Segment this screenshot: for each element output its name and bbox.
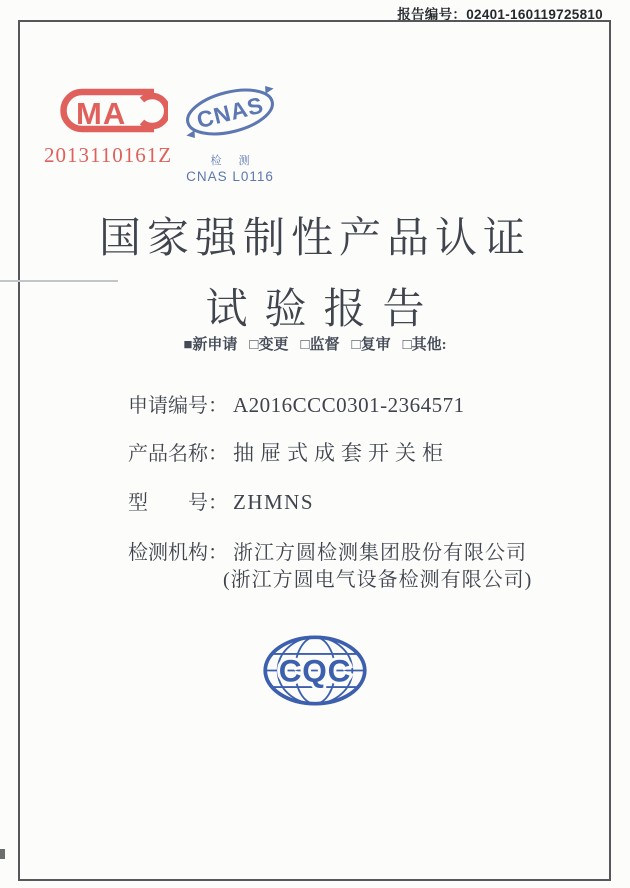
apply-type-option: □复审 (351, 337, 391, 353)
apply-type-option: □其他: (402, 337, 447, 353)
cma-logo-block (44, 84, 172, 168)
cnas-logo-block (178, 80, 282, 184)
apply-type-option: ■新申请 (183, 337, 238, 353)
field-test-organization-line2 (223, 563, 532, 592)
cqc-letters: CQC (278, 652, 352, 689)
report-number-label: 报告编号： (397, 7, 467, 22)
cnas-accreditation-code: CNAS L0116 (186, 169, 274, 184)
document-title-line2: 试验报告 (205, 287, 442, 333)
field-label: 申请编号： (128, 395, 228, 417)
apply-type-option: □变更 (249, 337, 289, 353)
field-model (128, 486, 314, 515)
cnas-caption-cn: 检 测 (210, 155, 257, 167)
field-label: 产品名称： (128, 443, 228, 465)
field-value: 抽屉式成套开关柜 (233, 441, 449, 465)
field-label: 检测机构： (128, 542, 228, 564)
field-product-name (128, 437, 449, 467)
apply-type-row (0, 333, 630, 354)
cnas-logo-icon (180, 80, 280, 144)
scan-artifact-mark (0, 849, 5, 859)
field-value: A2016CCC0301-2364571 (233, 393, 465, 417)
document-title-line1: 国家强制性产品认证 (98, 216, 531, 262)
field-application-number (128, 389, 465, 418)
field-value-secondary: (浙江方圆电气设备检测有限公司) (223, 569, 533, 591)
cma-logo-icon (48, 84, 168, 137)
field-test-organization (128, 536, 527, 565)
cma-cert-number: 2013110161Z (44, 143, 173, 167)
cnas-letters: CNAS (194, 91, 267, 134)
cma-letters-ma: MA (76, 96, 127, 131)
cqc-logo-icon (261, 634, 369, 707)
cqc-logo-block (261, 634, 369, 712)
field-label: 型 号： (128, 492, 228, 514)
field-value: ZHMNS (233, 490, 315, 514)
apply-type-option: □监督 (300, 337, 340, 353)
field-value: 浙江方圆检测集团股份有限公司 (233, 542, 527, 564)
report-number-value: 02401-160119725810 (466, 7, 603, 22)
